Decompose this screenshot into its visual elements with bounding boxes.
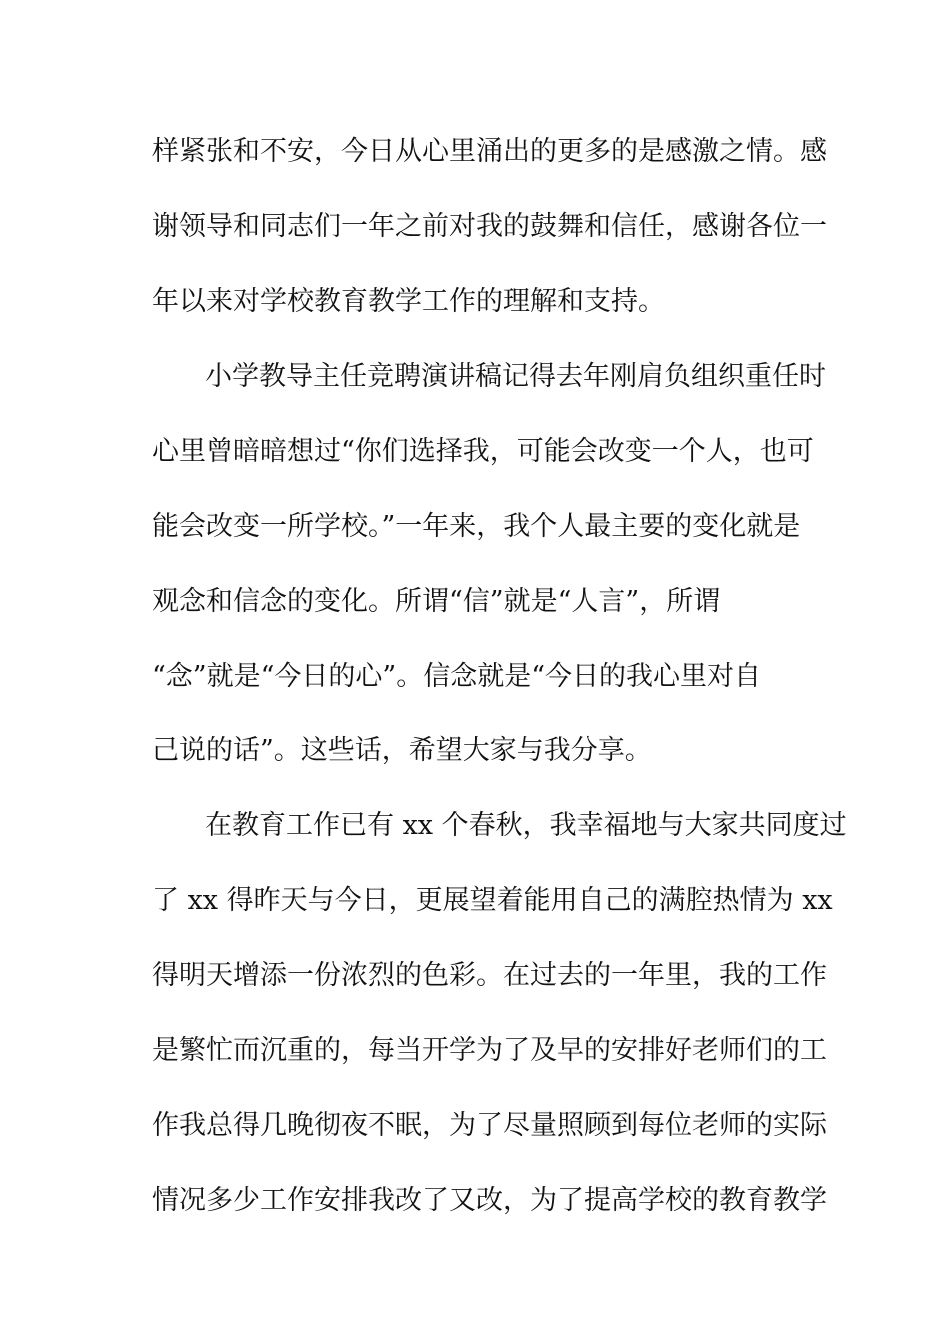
paragraph-start-line: 小学教导主任竞聘演讲稿记得去年刚肩负组织重任时 xyxy=(205,361,826,392)
text-line: 谢领导和同志们一年之前对我的鼓舞和信任，感谢各位一 xyxy=(152,211,827,242)
text-line: “念”就是“今日的心”。信念就是“今日的我心里对自 xyxy=(152,661,762,692)
text-line: 情况多少工作安排我改了又改，为了提高学校的教育教学 xyxy=(152,1185,827,1216)
text-line: 能会改变一所学校。”一年来，我个人最主要的变化就是 xyxy=(152,511,801,542)
text-line: 作我总得几晚彻夜不眠，为了尽量照顾到每位老师的实际 xyxy=(152,1110,827,1141)
text-line: 年以来对学校教育教学工作的理解和支持。 xyxy=(152,286,665,317)
text-line: 了 xx 得昨天与今日，更展望着能用自己的满腔热情为 xx xyxy=(152,885,833,916)
text-line: 样紧张和不安，今日从心里涌出的更多的是感激之情。感 xyxy=(152,136,827,167)
text-line: 观念和信念的变化。所谓“信”就是“人言”，所谓 xyxy=(152,586,721,617)
text-line: 是繁忙而沉重的，每当开学为了及早的安排好老师们的工 xyxy=(152,1035,827,1066)
text-line: 得明天增添一份浓烈的色彩。在过去的一年里，我的工作 xyxy=(152,960,827,991)
text-line: 己说的话”。这些话，希望大家与我分享。 xyxy=(152,735,652,766)
paragraph-start-line: 在教育工作已有 xx 个春秋，我幸福地与大家共同度过 xyxy=(205,810,847,841)
text-line: 心里曾暗暗想过“你们选择我，可能会改变一个人，也可 xyxy=(152,436,814,467)
